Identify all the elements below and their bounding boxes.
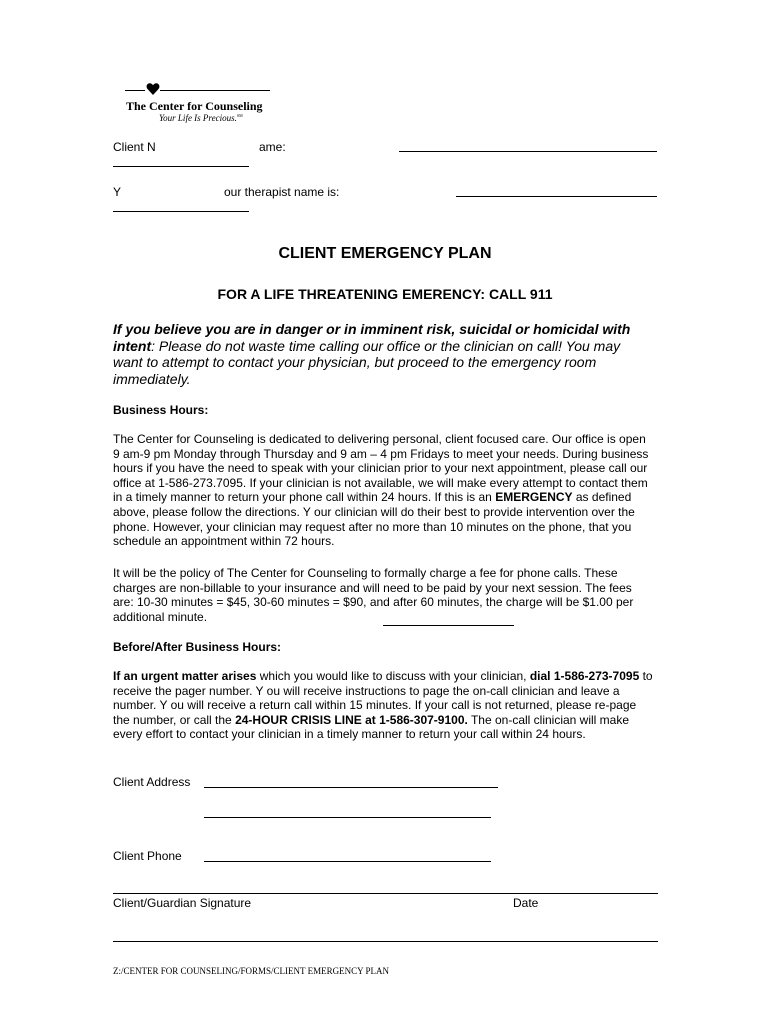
danger-text: : Please do not waste time calling our office or the clinician on call! You may want to attempt to contact your physician, but proceed to the emergency room immediately.: [113, 337, 621, 387]
business-hours-text-a: The Center for Counseling is dedicated to delivering personal, client focused care. Our office is open 9 am-9 pm Monday through Thursday and 9 am – 4 pm Fridays to meet your needs. During business hours if you have the need to speak with your clinician prior to your next appointment, please call our office at 1-586-273.7095. If your clinician is not available, we will make every attempt to contact them in a timely manner to return your phone call within 24 hours. If this is an: [113, 432, 649, 505]
client-address-line-1[interactable]: [204, 787, 498, 788]
footer-rule: [113, 941, 658, 942]
signature-line[interactable]: [113, 893, 658, 894]
fee-text: It will be the policy of The Center for Counseling to formally charge a fee for phone calls. These charges are non-billable to your insurance and will need to be paid by your next session. The fees are: 10-30 minutes = $45, 30-60 minutes = $90, and after 60 minutes, the charge will be $1.00 per additional minute.: [113, 566, 634, 624]
after-hours-paragraph: [113, 669, 653, 742]
after-hours-text-3: The on-call clinician will make every effort to contact your clinician in a timely manner to return your call within 24 hours.: [113, 712, 630, 742]
emergency-word: EMERGENCY: [495, 490, 573, 505]
client-address-label: Client Address: [113, 775, 191, 789]
urgent-bold: If an urgent matter arises: [113, 669, 257, 683]
fee-initial-line[interactable]: [383, 625, 514, 626]
signature-label: Client/Guardian Signature: [113, 896, 252, 910]
client-name-label-a: Client N: [113, 140, 156, 154]
pager-number: dial 1-586-273-7095: [529, 669, 640, 683]
crisis-line: 24-HOUR CRISIS LINE at 1-586-307-9100.: [235, 712, 468, 727]
client-name-line-left[interactable]: [113, 166, 249, 167]
therapist-label-a: Y: [113, 185, 122, 199]
page-subtitle: FOR A LIFE THREATENING EMERENCY: CALL 911: [217, 286, 553, 302]
business-hours-heading: Business Hours:: [113, 403, 209, 417]
therapist-line-right[interactable]: [456, 196, 657, 197]
business-hours-text-b: as defined above, please follow the directions. Y our clinician will do their best to provide intervention over the phone. However, your clinician may request after no more than 10 minutes on the phone, that you schedule an appointment within 72 hours.: [113, 490, 635, 549]
logo-tagline-text: Your Life Is Precious.: [159, 113, 237, 123]
after-hours-text-1: which you would like to discuss with your clinician,: [256, 669, 530, 683]
heart-icon: [146, 82, 160, 96]
business-hours-paragraph: [113, 432, 653, 549]
after-hours-text-2: to receive the pager number. Y ou will receive instructions to page the on-call clinician and leave a number. Y ou will receive a return call within 15 minutes. If your call is not returned, please re-page the number, or call the: [113, 669, 653, 727]
date-label: Date: [513, 896, 539, 910]
logo-rule-right: [160, 90, 270, 91]
therapist-label-b: our therapist name is:: [224, 185, 340, 199]
logo-tagline: [159, 113, 243, 123]
danger-paragraph: [113, 321, 643, 387]
therapist-line-left[interactable]: [113, 211, 249, 212]
logo-name: The Center for Counseling: [126, 99, 263, 113]
client-name-label-b: ame:: [259, 140, 286, 154]
client-phone-label: Client Phone: [113, 849, 182, 863]
logo-rule-left: [125, 90, 145, 91]
page-title: CLIENT EMERGENCY PLAN: [278, 245, 492, 262]
client-name-line-right[interactable]: [399, 151, 657, 152]
danger-bold-text: If you believe you are in danger or in imminent risk, suicidal or homicidal with intent: [113, 321, 631, 354]
fee-paragraph: [113, 566, 653, 624]
logo-trademark: SM: [236, 113, 243, 118]
client-phone-line[interactable]: [204, 861, 491, 862]
after-hours-heading: Before/After Business Hours:: [113, 640, 282, 654]
footer-path: Z:/CENTER FOR COUNSELING/FORMS/CLIENT EMERGENCY PLAN: [113, 966, 390, 976]
client-address-line-2[interactable]: [204, 817, 491, 818]
